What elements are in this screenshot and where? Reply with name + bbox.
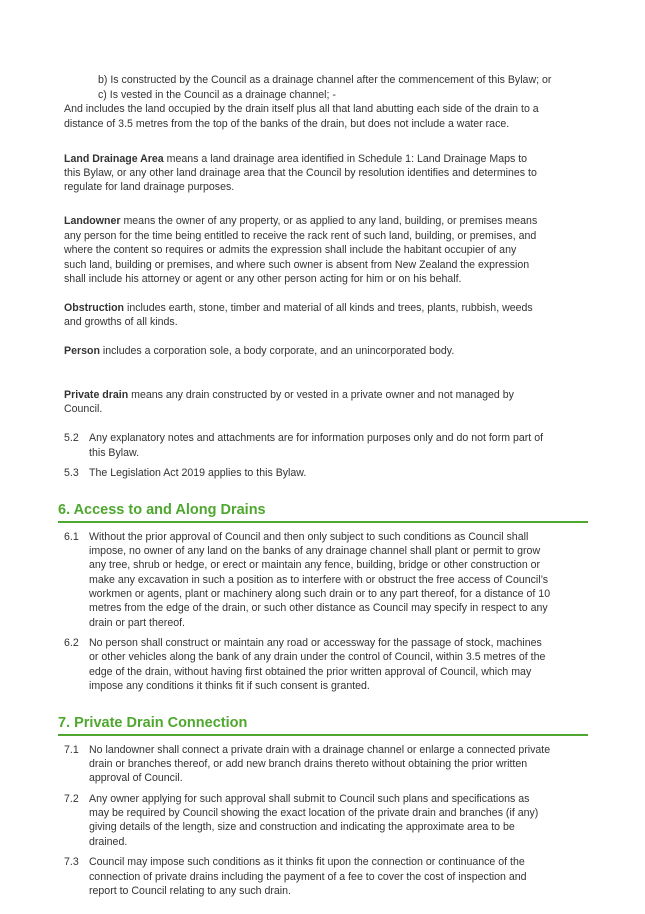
- definition-text: means a land drainage area identified in Schedule 1: Land Drainage Maps to: [163, 153, 528, 165]
- clause-text: The Legislation Act 2019 applies to this Bylaw.: [89, 467, 307, 479]
- definition-term: Obstruction: [64, 302, 125, 314]
- definition-text: this Bylaw, or any other land drainage area that the Council by resolution identifies and determines to: [64, 167, 537, 179]
- clause-text: may be required by Council showing the exact location of the private drain and branches (if any): [89, 807, 539, 819]
- clause-text: or other vehicles along the bank of any drain under the control of Council, within 3.5 metres of the: [89, 651, 546, 663]
- drain-def-item-b: b) Is constructed by the Council as a drainage channel after the commencement of this Bylaw; or: [98, 74, 552, 86]
- section-6-heading: 6. Access to and Along Drains: [58, 502, 266, 518]
- clause-number: 5.2: [64, 432, 79, 444]
- clause-text: Council may impose such conditions as it thinks fit upon the connection or continuance of the: [89, 856, 525, 868]
- definition-person: [64, 344, 454, 359]
- section-6-divider: [58, 521, 588, 523]
- definition-private-drain: [64, 388, 514, 403]
- definition-text: Council.: [64, 403, 103, 415]
- drain-def-line: distance of 3.5 metres from the top of the banks of the drain, but does not include a water race.: [64, 118, 510, 130]
- clause-text: connection of private drains including the payment of a fee to cover the cost of inspection and: [89, 871, 527, 883]
- clause-text: giving details of the length, size and construction and indicating the approximate area to be: [89, 821, 515, 833]
- clause-text: this Bylaw.: [89, 447, 140, 459]
- drain-def-item-c: c) Is vested in the Council as a drainage channel; -: [98, 89, 336, 101]
- definition-obstruction: [64, 301, 533, 316]
- definition-text: where the content so requires or admits the expression shall include the habitant occupier of any: [64, 244, 517, 256]
- definition-land-drainage-area: [64, 152, 527, 167]
- drain-def-line: And includes the land occupied by the drain itself plus all that land abutting each side of the drain to a: [64, 103, 539, 115]
- definition-term: Private drain: [64, 389, 129, 401]
- clause-text: make any excavation in such a position as to interfere with or obstruct the free access of Council’s: [89, 574, 549, 586]
- clause-text: edge of the drain, without having first obtained the prior written approval of Council, which may: [89, 666, 532, 678]
- clause-text: No landowner shall connect a private drain with a drainage channel or enlarge a connected private: [89, 744, 551, 756]
- clause-text: metres from the edge of the drain, or such other distance as Council may specify in respect to any: [89, 602, 548, 614]
- clause-number: 6.1: [64, 531, 79, 543]
- definition-text: regulate for land drainage purposes.: [64, 181, 235, 193]
- clause-text: any tree, shrub or hedge, or erect or maintain any fence, building, bridge or other construction or: [89, 559, 541, 571]
- clause-number: 7.1: [64, 744, 79, 756]
- clause-text: Any owner applying for such approval shall submit to Council such plans and specifications as: [89, 793, 530, 805]
- definition-text: includes a corporation sole, a body corporate, and an unincorporated body.: [99, 345, 455, 357]
- section-7-heading: 7. Private Drain Connection: [58, 715, 248, 731]
- definition-text: and growths of all kinds.: [64, 316, 178, 328]
- definition-text: shall include his attorney or agent or any other person acting for him or on his behalf.: [64, 273, 462, 285]
- clause-text: drain or branches thereof, or add new branch drains thereto without obtaining the prior written: [89, 758, 528, 770]
- definition-landowner: [64, 214, 537, 229]
- clause-number: 7.3: [64, 856, 79, 868]
- definition-term: Person: [64, 345, 100, 357]
- clause-text: impose any conditions it thinks fit if such consent is granted.: [89, 680, 370, 692]
- definition-term: Land Drainage Area: [64, 153, 164, 165]
- clause-number: 6.2: [64, 637, 79, 649]
- definition-text: means the owner of any property, or as applied to any land, building, or premises means: [120, 215, 538, 227]
- clause-number: 7.2: [64, 793, 79, 805]
- definition-text: such land, building or premises, and where such owner is absent from New Zealand the expression: [64, 259, 530, 271]
- clause-text: drain or part thereof.: [89, 617, 185, 629]
- definition-term: Landowner: [64, 215, 121, 227]
- clause-text: No person shall construct or maintain any road or accessway for the passage of stock, machines: [89, 637, 542, 649]
- section-7-divider: [58, 734, 588, 736]
- clause-text: approval of Council.: [89, 772, 183, 784]
- clause-text: report to Council relating to any such drain.: [89, 885, 291, 897]
- clause-number: 5.3: [64, 467, 79, 479]
- definition-text: any person for the time being entitled to receive the rack rent of such land, building, or premises, and: [64, 230, 537, 242]
- definition-text: includes earth, stone, timber and material of all kinds and trees, plants, rubbish, weeds: [124, 302, 533, 314]
- clause-text: Any explanatory notes and attachments are for information purposes only and do not form part of: [89, 432, 544, 444]
- clause-text: drained.: [89, 836, 128, 848]
- definition-text: means any drain constructed by or vested in a private owner and not managed by: [128, 389, 514, 401]
- clause-text: Without the prior approval of Council and then only subject to such conditions as Council shall: [89, 531, 529, 543]
- clause-text: impose, no owner of any land on the banks of any drainage channel shall plant or permit to grow: [89, 545, 541, 557]
- clause-text: workmen or agents, plant or machinery along such drain or to any part thereof, for a distance of 10: [89, 588, 551, 600]
